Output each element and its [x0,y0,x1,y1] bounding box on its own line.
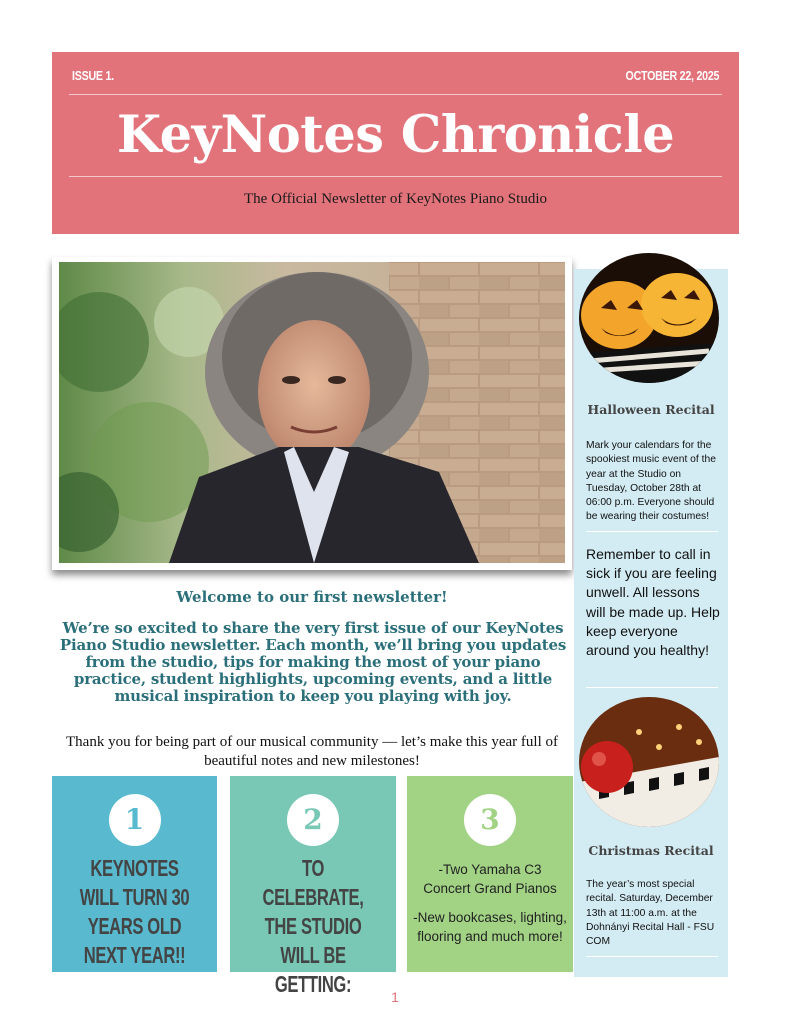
list-item: -New bookcases, lighting, flooring and much more! [413,910,567,944]
christmas-piano-image [579,697,719,827]
highlight-list [413,860,567,956]
highlight-box-2 [230,776,396,997]
sidebar-divider [586,956,718,957]
number-badge: 2 [287,794,339,846]
christmas-heading: Christmas Recital [588,843,714,858]
christmas-details: The year’s most special recital. Saturday, December 13th at 11:00 a.m. at the Dohnányi Recital Hall - FSU COM [586,879,715,948]
masthead [52,52,739,234]
sidebar-divider [586,687,718,688]
masthead-divider-bottom [69,176,722,177]
thanks-message: Thank you for being part of our musical community — let’s make this year full of beautiful notes and new milestones! [66,734,558,769]
list-item: -Two Yamaha C3 Concert Grand Pianos [423,862,557,896]
masthead-divider-top [69,94,722,95]
newsletter-subtitle: The Official Newsletter of KeyNotes Piano Studio [244,191,547,207]
newsletter-title: KeyNotes Chronicle [116,105,675,165]
highlight-text: TO CELEBRATE, THE STUDIO WILL BE GETTING: [262,855,364,997]
highlight-text: KEYNOTES WILL TURN 30 YEARS OLD NEXT YEAR!! [79,855,190,968]
welcome-heading: Welcome to our first newsletter! [176,588,448,606]
halloween-pumpkin-image [579,253,719,383]
sidebar-divider [586,531,718,532]
highlight-box-1 [52,776,217,972]
highlight-box-3 [407,776,573,972]
featured-photo-frame [52,257,572,570]
halloween-heading: Halloween Recital [587,402,715,417]
issue-number: ISSUE 1. [72,68,114,83]
sidebar [574,269,728,977]
page-number: 1 [391,989,399,1005]
health-notice: Remember to call in sick if you are feeling unwell. All lessons will be made up. Help keep everyone around you healthy! [586,546,720,659]
halloween-details: Mark your calendars for the spookiest music event of the year at the Studio on Tuesday, October 28th at 06:00 p.m. Everyone should be wearing their costumes! [586,440,716,523]
featured-photo [59,262,565,563]
number-badge: 1 [109,794,161,846]
welcome-message: We’re so excited to share the very first issue of our KeyNotes Piano Studio newsletter. Each month, we’ll bring you updates from the studio, tips for making the most of your piano practice, student highlights, upcoming events, and a little musical inspiration to keep you playing with joy. [59,619,567,705]
issue-date: OCTOBER 22, 2025 [625,68,719,83]
number-badge: 3 [464,794,516,846]
